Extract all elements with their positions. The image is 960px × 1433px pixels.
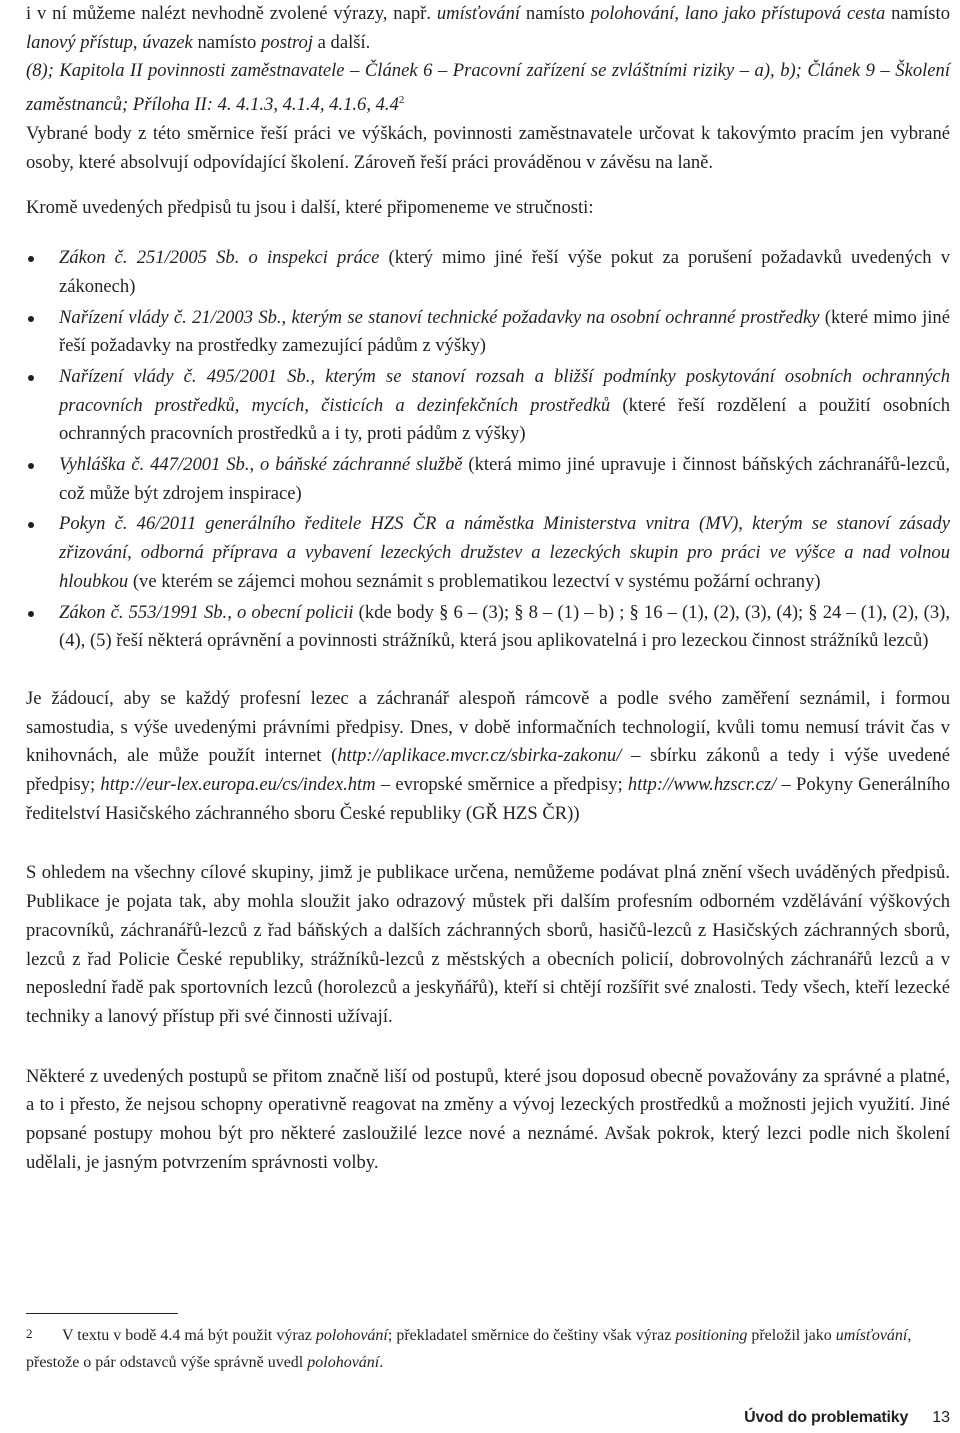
term: polohování [307, 1354, 380, 1371]
law-note: (které řeší rozdělení a použití osobních ochranných pracovních prostředků a i ty, proti pádům z výšky) [59, 394, 950, 445]
footnote-number: 2 [26, 1326, 33, 1341]
law-note: (která mimo jiné upravuje i činnost báňských záchranářů-lezců, což může být zdrojem inspirace) [59, 454, 950, 504]
target-groups-paragraph: S ohledem na všechny cílové skupiny, jimž je publikace určena, nemůžeme podávat plná znění všech uváděných předpisů. Publikace je pojata tak, aby mohla sloužit jako odrazový můstek při dalším profesním odborném vzdělávání výškových pracovníků, záchranářů-lezců z řad báňských a dalších záchranných sborů, hasičů-lezců z Hasičských záchranných sborů, lezců z řad Policie České republiky, strážníků-lezců z městských a obecních policií, dobrovolných záchranářů lezců a v neposlední řadě pak sportovních lezců (horolezců a jeskyňářů), kteří si chtějí rozšířit své znalosti. Tedy všech, kteří lezecké techniky a lanový přístup při své činnosti užívají. [26, 862, 950, 1027]
law-title: Zákon č. 553/1991 Sb., o obecní policii [59, 601, 354, 623]
footnote-ref[interactable]: 2 [398, 94, 405, 107]
page-body [26, 0, 950, 1178]
text: přeložil jako [747, 1327, 836, 1344]
page-footer [744, 1409, 950, 1427]
law-title: Nařízení vlády č. 495/2001 Sb., kterým se stanoví rozsah a bližší podmínky poskytování osobních ochranných pracovních prostředků, mycích, čisticích a dezinfekčních prostředků [59, 365, 950, 416]
bullet-icon [28, 611, 34, 617]
link-eur-lex[interactable]: http://eur-lex.europa.eu/cs/index.htm [100, 774, 376, 796]
law-note: (které mimo jiné řeší požadavky na prostředky zamezující pádům z výšky) [59, 306, 950, 357]
text: – evropské směrnice a předpisy; [375, 774, 628, 796]
text: namísto [192, 31, 261, 53]
other-regulations-intro: Kromě uvedených předpisů tu jsou i další, které připomeneme ve stručnosti: [26, 197, 594, 219]
page-number: 13 [932, 1409, 950, 1426]
text: i v ní můžeme nalézt nevhodně zvolené výrazy, např. [26, 3, 437, 24]
text: Je žádoucí, aby se každý profesní lezec a záchranář alespoň rámcově a podle svého zaměření seznámil, i formou samostudia, s výše uvedenými právními předpisy. Dnes, v době informačních technologií, kvůli tomu nemusí trávit čas v knihovnách, ale může použít internet ( [26, 687, 950, 767]
footnote [26, 1320, 950, 1376]
term: umísťování [436, 3, 521, 24]
text: ; překladatel směrnice do češtiny však výraz [387, 1327, 676, 1344]
list-item [26, 510, 950, 596]
text: namísto [885, 3, 951, 24]
list-item [26, 451, 950, 508]
law-title: Pokyn č. 46/2011 generálního ředitele HZS ČR a náměstka Ministerstva vnitra (MV), kterým se stanoví zásady zřizování, odborná příprava a vybavení lezeckých družstev a lezeckých skupin pro práci ve výšce a nad volnou hloubkou [59, 513, 950, 592]
law-title: Nařízení vlády č. 21/2003 Sb., kterým se stanoví technické požadavky na osobní ochranné prostředky [59, 306, 820, 328]
list-item [26, 304, 950, 361]
text: , [674, 3, 685, 24]
term: positioning [675, 1327, 748, 1344]
text: a další. [313, 31, 371, 53]
directive-reference: (8); Kapitola II povinnosti zaměstnavatele – Článek 6 – Pracovní zařízení se zvláštními riziky – a), b); Článek 9 – Školení zaměstnanců; Příloha II: 4. 4.1.3, 4.1.4, 4.1.6, 4.4 [26, 60, 950, 116]
text: . [379, 1354, 384, 1371]
term: polohování [315, 1327, 388, 1344]
bullet-icon [28, 256, 34, 262]
term: umísťování [835, 1327, 908, 1344]
footnote-divider [26, 1313, 178, 1314]
methods-paragraph: Některé z uvedených postupů se přitom značně liší od postupů, které jsou doposud obecně považovány za správné a platné, a to i přesto, že nejsou schopny operativně reagovat na změny a vývoj lezeckých prostředků a možnosti jejich využití. Jiné popsané postupy mohou být pro některé zasloužilé lezce nové a neznámé. Avšak pokrok, který lezci podle nich školení udělali, je jasným potvrzením správnosti volby. [26, 1065, 950, 1173]
bullet-icon [28, 375, 34, 381]
regulations-list [26, 244, 950, 656]
term: úvazek [142, 31, 193, 53]
text: namísto [520, 3, 591, 24]
text: , přestože o pár odstavců výše správně uvedl [26, 1327, 912, 1371]
term: lano jako přístupová cesta [684, 3, 886, 24]
term: lanový přístup [26, 31, 133, 53]
law-title: Zákon č. 251/2005 Sb. o inspekci práce [59, 247, 380, 269]
intro-paragraph [26, 0, 950, 177]
law-note: (kde body § 6 – (3); § 8 – (1) – b) ; § 16 – (1), (2), (3), (4); § 24 – (1), (2), (3), (4), (5) řeší některá oprávnění a povinnosti strážníků, která jsou aplikovatelná i pro lezeckou činnost strážníků lezců) [59, 601, 950, 652]
bullet-icon [28, 316, 34, 322]
text: , [132, 31, 143, 53]
term: polohování [590, 3, 675, 24]
bullet-icon [28, 463, 34, 469]
text: Vybrané body z této směrnice řeší práci ve výškách, povinnosti zaměstnavatele určovat k takovýmto pracím jen vybrané osoby, které absolvují odpovídající školení. Zároveň řeší práci prováděnou v závěsu na laně. [26, 123, 950, 173]
text: V textu v bodě 4.4 má být použit výraz [62, 1327, 316, 1344]
link-hzscr[interactable]: http://www.hzscr.cz/ [627, 774, 777, 796]
text: – sbírku zákonů a tedy i výše uvedené předpisy; [26, 745, 950, 796]
list-item [26, 363, 950, 449]
list-item [26, 244, 950, 301]
text: – Pokyny Generálního ředitelství Hasičského záchranného sboru České republiky (GŘ HZS ČR)) [26, 774, 950, 824]
link-mvcr[interactable]: http://aplikace.mvcr.cz/sbirka-zakonu/ [337, 745, 622, 767]
list-item [26, 599, 950, 656]
term: postroj [260, 31, 313, 53]
chapter-title: Úvod do problematiky [744, 1409, 909, 1426]
bullet-icon [28, 522, 34, 528]
internet-paragraph [26, 685, 950, 829]
law-note: (který mimo jiné řeší výše pokut za porušení požadavků uvedených v zákonech) [59, 247, 950, 297]
law-title: Vyhláška č. 447/2001 Sb., o báňské záchranné službě [59, 454, 463, 476]
law-note: (ve kterém se zájemci mohou seznámit s problematikou lezectví v systému požární ochrany) [128, 570, 821, 592]
